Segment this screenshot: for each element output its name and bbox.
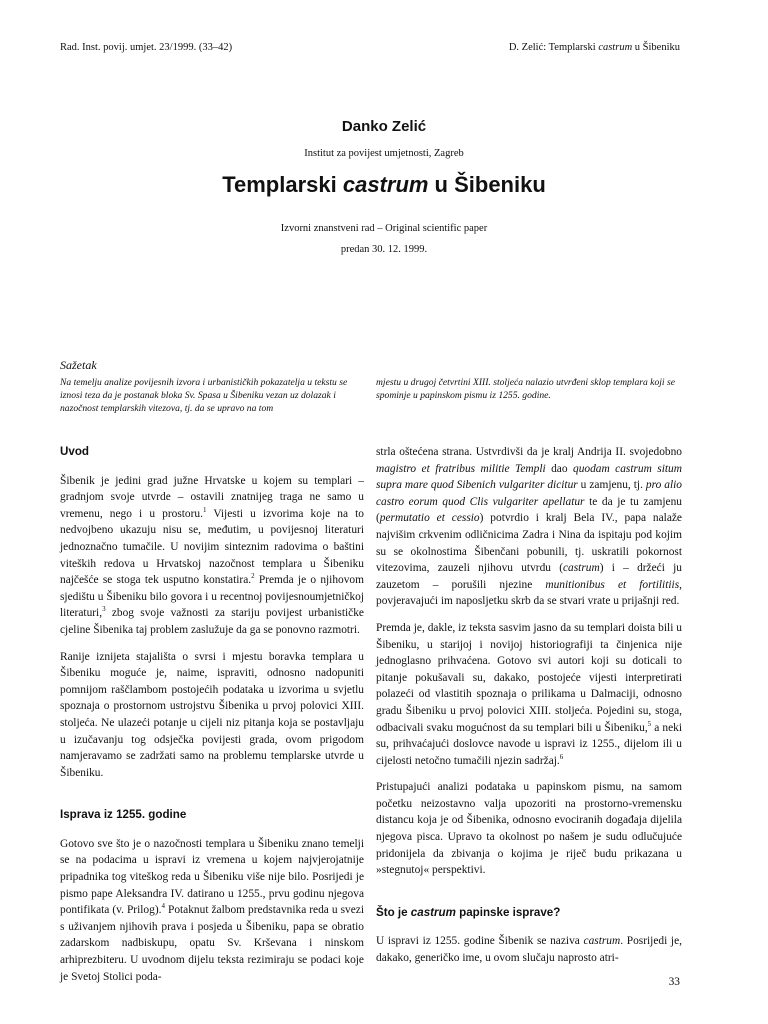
running-head-right-prefix: D. Zelić: Templarski — [508, 42, 599, 53]
paragraph — [60, 473, 364, 639]
text-span: U ispravi iz 1255. godine Šibenik se naziva — [376, 935, 584, 948]
author-affiliation: Institut za povijest umjetnosti, Zagreb — [304, 148, 464, 159]
paragraph — [60, 836, 364, 985]
running-head — [60, 42, 680, 53]
running-head-right-italic: castrum — [598, 42, 633, 53]
text-span: te da je tu zamjenu ( — [376, 495, 683, 525]
text-span: u zamjenu, tj. — [577, 479, 646, 492]
paragraph: Ranije iznijeta stajališta o svrsi i mjestu boravka templara u Šibeniku moguće je, naime, ispraviti, odnosno nadopuniti pomnijom raščlambom postojećih podataka u izvorima u svjetlu spoznaja o prostornom ustrojstvu Šibenika u prvoj polovici XIII. stoljeća. Ne ulazeći potanje u cijeli niz pitanja koja se postavljaju u izučavanju tog odsječka povijesti grada, ovom prigodom namjeravamo se zadržati samo na problemu templarske utvrde u Šibeniku. — [60, 650, 364, 779]
section-heading-isprava: Isprava iz 1255. godine — [60, 808, 187, 822]
paragraph — [376, 444, 682, 610]
text-span: Šibenik je jedini grad južne Hrvatske u kojem su templari – gradnjom svoje utvrde – ostavili znatnijeg traga ne samo u vremenu, nego i u prostoru. — [60, 474, 364, 520]
paragraph: Pristupajući analizi podataka u papinskom pismu, na samom početku neizostavno valja upozoriti na prostorno-vremensku distancu koja je od Šibenika, odnosno evociranih događaja dijelila njegova pisca. Upravo ta okolnost po našem je sudu odlučujuće pridonijela da zbivanja o kojima je riječ budu prikazana u »stegnutoj« perspektivi. — [376, 781, 682, 877]
footnote-ref: 3 — [102, 605, 106, 614]
latin-quote: permutatio et cessio — [379, 512, 480, 525]
text-span: Premda je o njihovom sjedištu u Šibeniku bilo govora i u recentnoj povijesnoumjetničkoj literaturi, — [60, 574, 364, 620]
section-heading-uvod: Uvod — [60, 445, 89, 458]
heading-suffix: papinske isprave? — [455, 905, 561, 919]
text-span: , povjeravajući im naposljetku skrb da se stvari vrate u prijašnji red. — [376, 578, 682, 608]
running-head-left: Rad. Inst. povij. umjet. 23/1999. (33–42) — [60, 42, 233, 53]
text-span: Gotovo sve što je o nazočnosti templara u Šibeniku znano temelji se na podacima u ispravi iz vremena u kojem najvjerojatnije pripadnika tog viteškog reda u Šibeniku više nije bilo. Posrijedi je pismo pape Aleksandra IV. datirano u 1255., prvu godinu njegova pontifikata (v. Prilog). — [60, 837, 364, 917]
latin-quote: quodam castrum situm supra mare quod Sibenich vulgariter dicitur — [376, 462, 682, 492]
text-span: dao — [545, 462, 573, 475]
text-span: Premda je, dakle, iz teksta sasvim jasno da su templari doista bili u Šibeniku, u starijoj i novijoj historiografiji ta činjenica nije jednoglasno prihvaćena. Gotovo svi autori koji su doticali to pitanje pokušavali su, dakako, postojeće vijesti interpretirati polazeći od vlastitih spoznaja o prilikama u Dalmaciji, odnosno gradu Šibeniku u prvoj polovici XIII. stoljeća. Pojedini su, stoga, odbacivali svaku mogućnost da su templari bili u Šibeniku, — [376, 621, 682, 734]
text-span: Potaknut žalbom predstavnika reda u svezi s uživanjem njihovih prava i posjeda u Šibeniku, papa se obratio zadarskom nadbiskupu, opatu Sv. Krševana i ninskom arhiprezbiteru. U uvodnom dijelu teksta rezimiraju se podaci koje je Svetoj Stolici poda- — [60, 904, 365, 983]
text-span: ) potvrdio i kralj Bela IV., papa nalaže najvišim crkvenim odličnicima Zadra i Nina da ispitaju pod kojim su se okolnostima Šibenčani pobunili, tj. uskratili pokornost vitezovima, zauzeli njihovu utvrdu ( — [376, 512, 682, 575]
footnote-ref: 1 — [202, 505, 207, 514]
latin-quote: magistro et fratribus militie Templi — [376, 462, 546, 475]
latin-quote: castrum — [563, 562, 600, 575]
title-italic: castrum — [342, 172, 429, 197]
running-head-right-suffix: u Šibeniku — [632, 42, 680, 53]
footnote-ref: 6 — [559, 752, 564, 761]
section-heading-sto-je-castrum — [376, 905, 682, 922]
latin-quote: munitionibus et fortilitiis — [545, 578, 680, 591]
author-name: Danko Zelić — [341, 118, 427, 135]
submission-date: predan 30. 12. 1999. — [340, 244, 428, 255]
latin-quote: pro alio castro eorum quod Clis vulgariter apellatur — [376, 479, 682, 508]
abstract-right: mjestu u drugoj četvrtini XIII. stoljeća nalazio utvrđeni sklop templara koji se spominje u papinskom pismu iz 1255. godine. — [376, 377, 675, 401]
page-number: 33 — [668, 976, 680, 988]
text-span: a neki su, prihvaćajući doslovce navode u ispravi iz 1255., dijelom ili u cijelosti netočno tumačili njezin sadržaj. — [376, 721, 682, 767]
running-head-right — [509, 42, 680, 53]
text-span: strla oštećena strana. Ustvrdivši da je kralj Andrija II. svojedobno — [376, 446, 682, 458]
paragraph — [376, 933, 682, 966]
latin-term: castrum — [583, 935, 621, 948]
heading-italic: castrum — [410, 905, 456, 919]
paragraph — [376, 620, 682, 769]
text-span: Vijesti u izvorima koje na to nedvojbeno ukazuju nisu se, međutim, u povijesnoj literaturi jednoznačno tumačile. U novijim sinteznim radovima o baštini viteških redova u Hrvatskoj nazočnost templara u Šibeniku najčešće se stoga tek usputno konstatira. — [60, 507, 364, 587]
heading-prefix: Što je — [376, 905, 411, 919]
abstract-heading: Sažetak — [60, 358, 97, 372]
paper-type: Izvorni znanstveni rad – Original scientific paper — [280, 223, 488, 234]
text-span: zbog svoje važnosti za stariju povijest urbanističke cjeline Šibenika taj problem zaslužuje da ga se ponovno razmotri. — [60, 607, 364, 636]
title-suffix: u Šibeniku — [428, 172, 546, 197]
footnote-ref: 4 — [161, 902, 165, 911]
abstract-left: Na temelju analize povijesnih izvora i urbanističkih pokazatelja u tekstu se iznosi teza da je postanak bloka Sv. Spasa u Šibeniku vezan uz dolazak i nazočnost templarskih vitezova, tj. da se upravo na tom — [60, 377, 348, 414]
title-prefix: Templarski — [222, 172, 343, 197]
body-column-right — [376, 444, 682, 977]
body-column-left — [60, 444, 364, 995]
footnote-ref: 2 — [251, 572, 255, 581]
footnote-ref: 5 — [647, 719, 652, 728]
paper-title — [0, 172, 768, 198]
text-span: ) i – držeći ju zauzetom – porušili njezine — [376, 562, 682, 591]
text-span: . Posrijedi je, dakako, generičko ime, u ovom slučaju naprosto atri- — [376, 935, 682, 965]
